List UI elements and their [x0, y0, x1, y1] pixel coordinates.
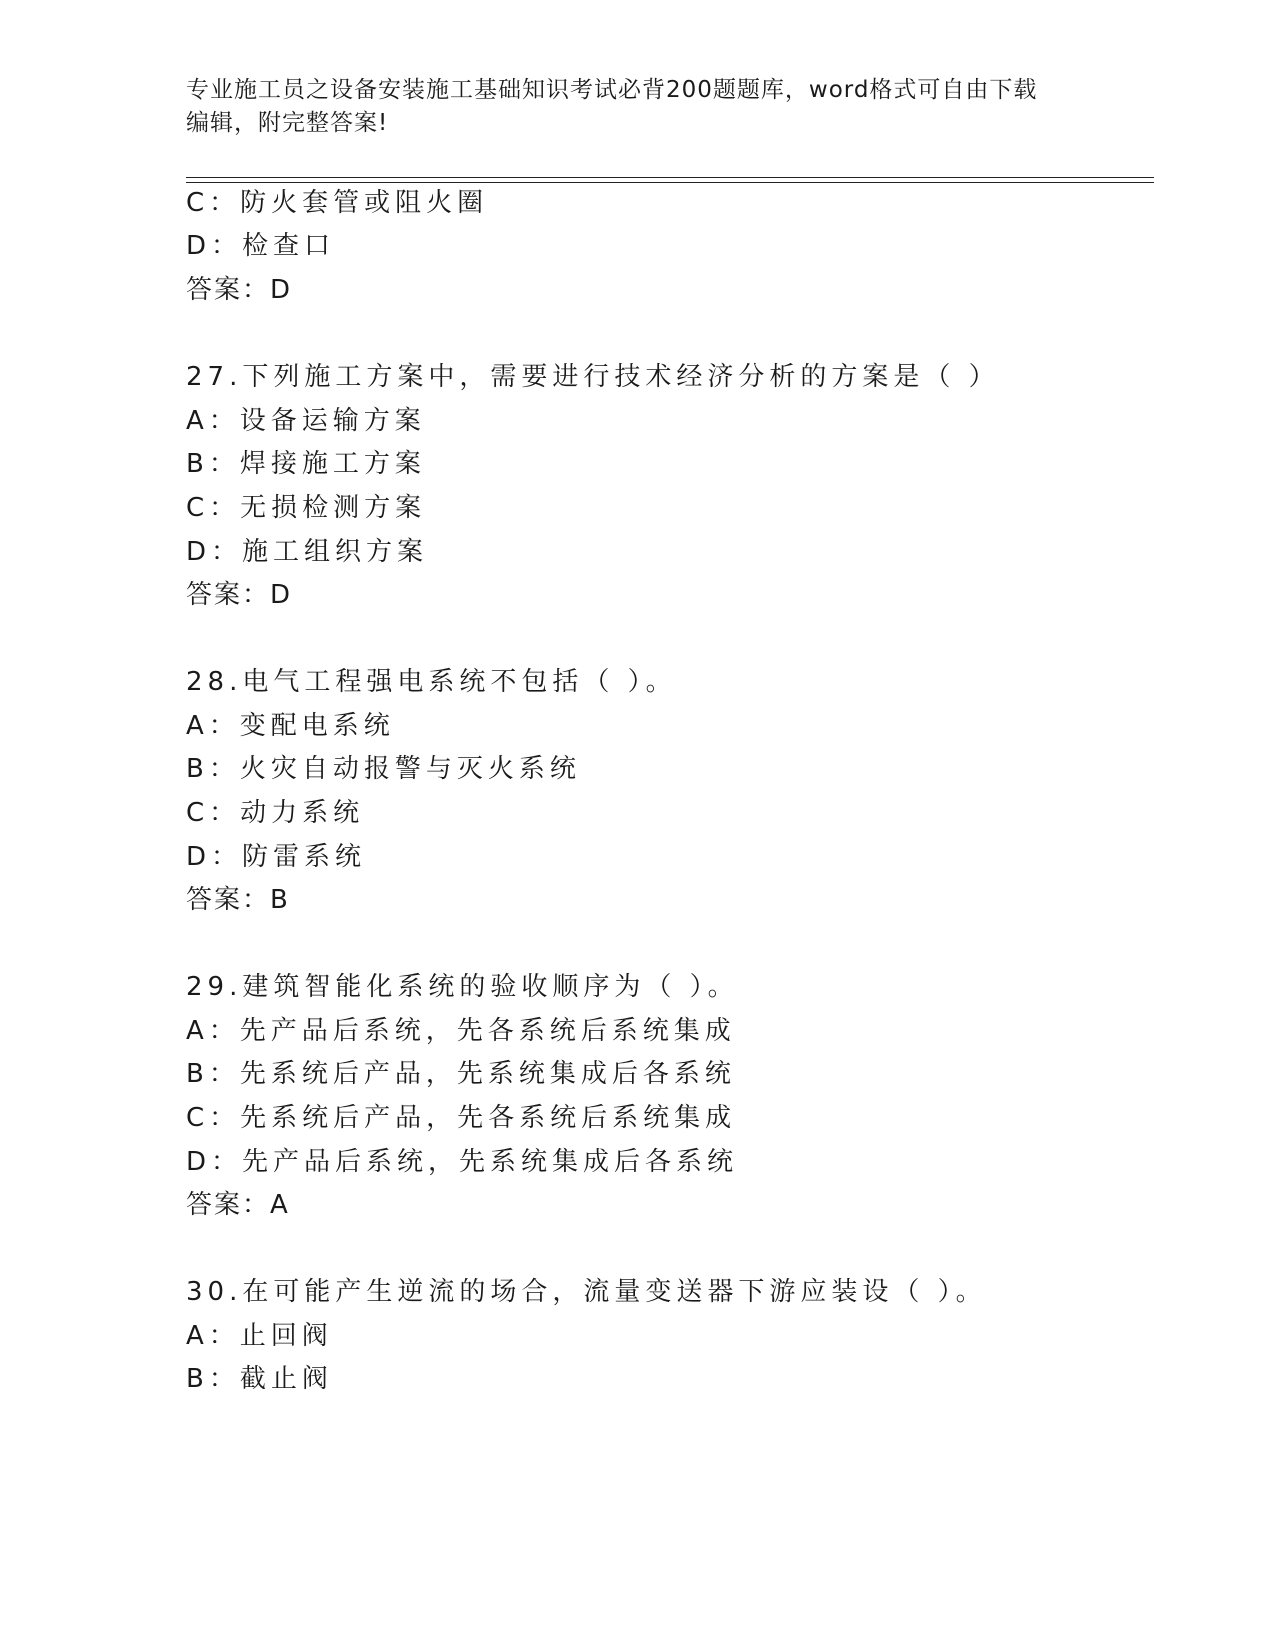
- q29-option-b: B：先系统后产品，先系统集成后各系统: [186, 1059, 736, 1089]
- q29-option-c: C：先系统后产品，先各系统后系统集成: [186, 1103, 737, 1133]
- q26-option-d: D：检查口: [186, 231, 336, 261]
- q27-option-b: B：焊接施工方案: [186, 449, 426, 479]
- header-title-line-1: 专业施工员之设备安装施工基础知识考试必背200题题库，word格式可自由下载: [186, 77, 1038, 103]
- q27-stem: 27.下列施工方案中，需要进行技术经济分析的方案是（ ）: [186, 362, 1000, 392]
- q28-option-b: B：火灾自动报警与灭火系统: [186, 754, 581, 784]
- q30-option-a: A：止回阀: [186, 1321, 333, 1351]
- q30-stem: 30.在可能产生逆流的场合，流量变送器下游应装设（ ）。: [186, 1277, 987, 1307]
- q28-stem: 28.电气工程强电系统不包括（ ）。: [186, 667, 677, 697]
- document-header: [186, 74, 1086, 140]
- q27-answer: 答案：D: [186, 580, 293, 610]
- q28-option-d: D：防雷系统: [186, 842, 367, 872]
- q29-option-d: D：先产品后系统，先系统集成后各系统: [186, 1147, 739, 1177]
- q29-stem: 29.建筑智能化系统的验收顺序为（ ）。: [186, 972, 739, 1002]
- q29-option-a: A：先产品后系统，先各系统后系统集成: [186, 1016, 736, 1046]
- q29-answer: 答案：A: [186, 1190, 290, 1220]
- q28-option-c: C：动力系统: [186, 798, 365, 828]
- q26-option-c: C：防火套管或阻火圈: [186, 188, 489, 218]
- header-divider-bottom: [186, 182, 1154, 183]
- q27-option-c: C：无损检测方案: [186, 493, 427, 523]
- q27-option-a: A：设备运输方案: [186, 406, 426, 436]
- q30-option-b: B：截止阀: [186, 1364, 333, 1394]
- q26-answer: 答案：D: [186, 275, 293, 305]
- q28-answer: 答案：B: [186, 885, 290, 915]
- q28-option-a: A：变配电系统: [186, 711, 395, 741]
- header-title-line-2: 编辑，附完整答案!: [186, 110, 389, 136]
- header-divider-top: [186, 177, 1154, 178]
- q27-option-d: D：施工组织方案: [186, 537, 429, 567]
